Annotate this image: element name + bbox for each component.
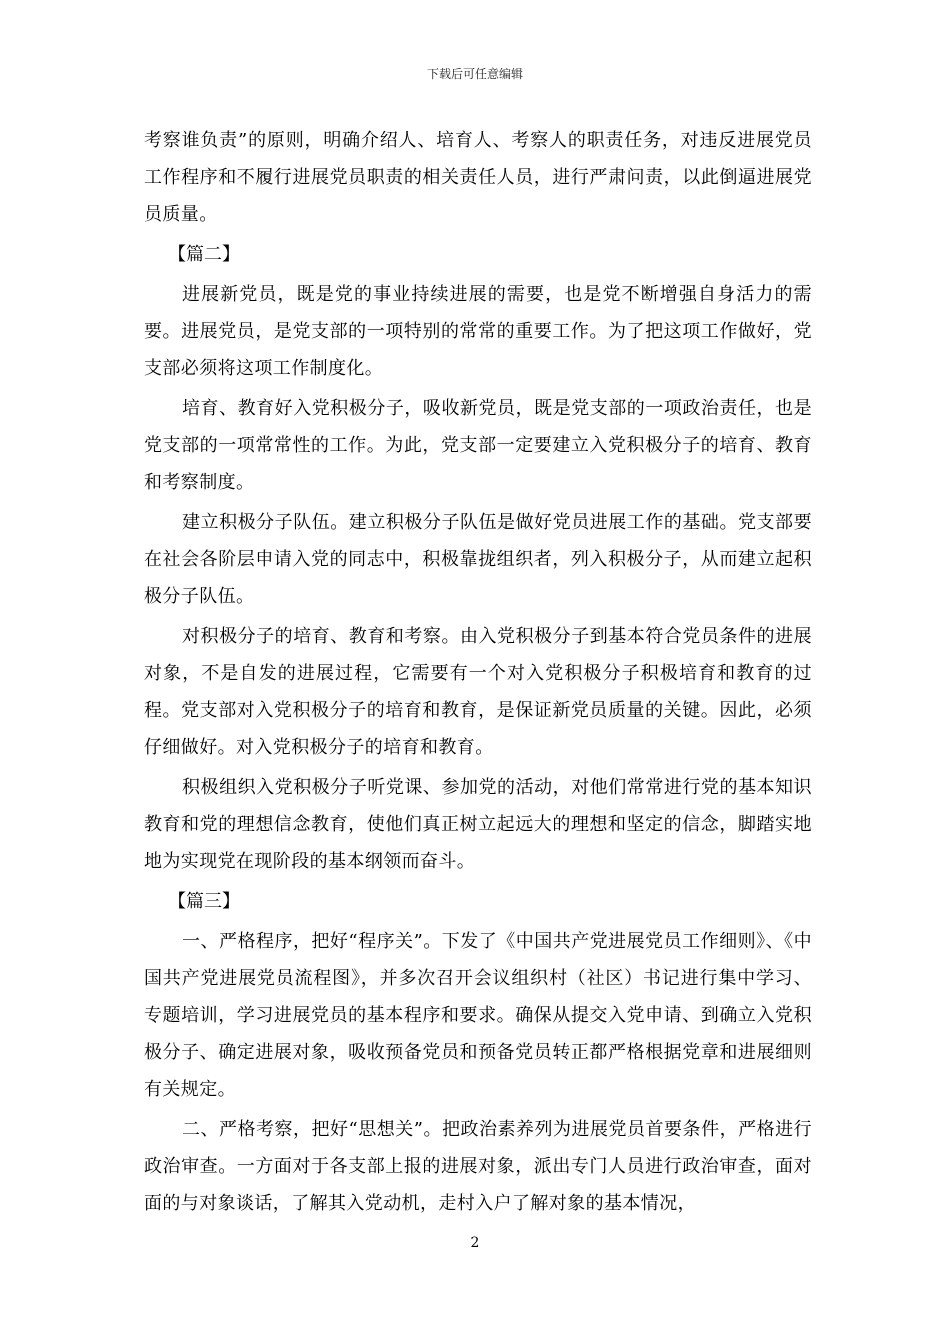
section-heading-part-three: 【篇三】 [168,891,240,912]
paragraph: 积极组织入党积极分子听党课、参加党的活动，对他们常常进行党的基本知识教育和党的理想信念教育，使他们真正树立起远大的理想和坚定的信念，脚踏实地地为实现党在现阶段的基本纲领而奋斗。 [144,777,812,872]
paragraph: 进展新党员，既是党的事业持续进展的需要，也是党不断增强自身活力的需要。进展党员，是党支部的一项特别的常常的重要工作。为了把这项工作做好，党支部必须将这项工作制度化。 [144,284,812,379]
page-number: 2 [470,1235,480,1251]
paragraph: 一、严格程序，把好“程序关”。下发了《中国共产党进展党员工作细则》、《中国共产党进展党员流程图》，并多次召开会议组织村（社区）书记进行集中学习、专题培训，学习进展党员的基本程序和要求。确保从提交入党申请、到确立入党积极分子、确定进展对象，吸收预备党员和预备党员转正都严格根据党章和进展细则有关规定。 [144,931,812,1100]
section-heading-part-two: 【篇二】 [168,244,240,265]
paragraph: 对积极分子的培育、教育和考察。由入党积极分子到基本符合党员条件的进展对象，不是自发的进展过程，它需要有一个对入党积极分子积极培育和教育的过程。党支部对入党积极分子的培育和教育，是保证新党员质量的关键。因此，必须仔细做好。对入党积极分子的培育和教育。 [144,626,812,758]
document-body [144,122,812,1225]
paragraph: 建立积极分子队伍。建立积极分子队伍是做好党员进展工作的基础。党支部要在社会各阶层申请入党的同志中，积极靠拢组织者，列入积极分子，从而建立起积极分子队伍。 [144,512,812,607]
paragraph: 培育、教育好入党积极分子，吸收新党员，既是党支部的一项政治责任，也是党支部的一项常常性的工作。为此，党支部一定要建立入党积极分子的培育、教育和考察制度。 [144,398,812,493]
paragraph: 二、严格考察，把好“思想关”。把政治素养列为进展党员首要条件，严格进行政治审查。一方面对于各支部上报的进展对象，派出专门人员进行政治审查，面对面的与对象谈话，了解其入党动机，走村入户了解对象的基本情况， [144,1119,812,1214]
paragraph-continuation: 考察谁负责”的原则，明确介绍人、培育人、考察人的职责任务，对违反进展党员工作程序和不履行进展党员职责的相关责任人员，进行严肃问责，以此倒逼进展党员质量。 [144,130,812,225]
page-header: 下载后可任意编辑 [426,67,523,81]
